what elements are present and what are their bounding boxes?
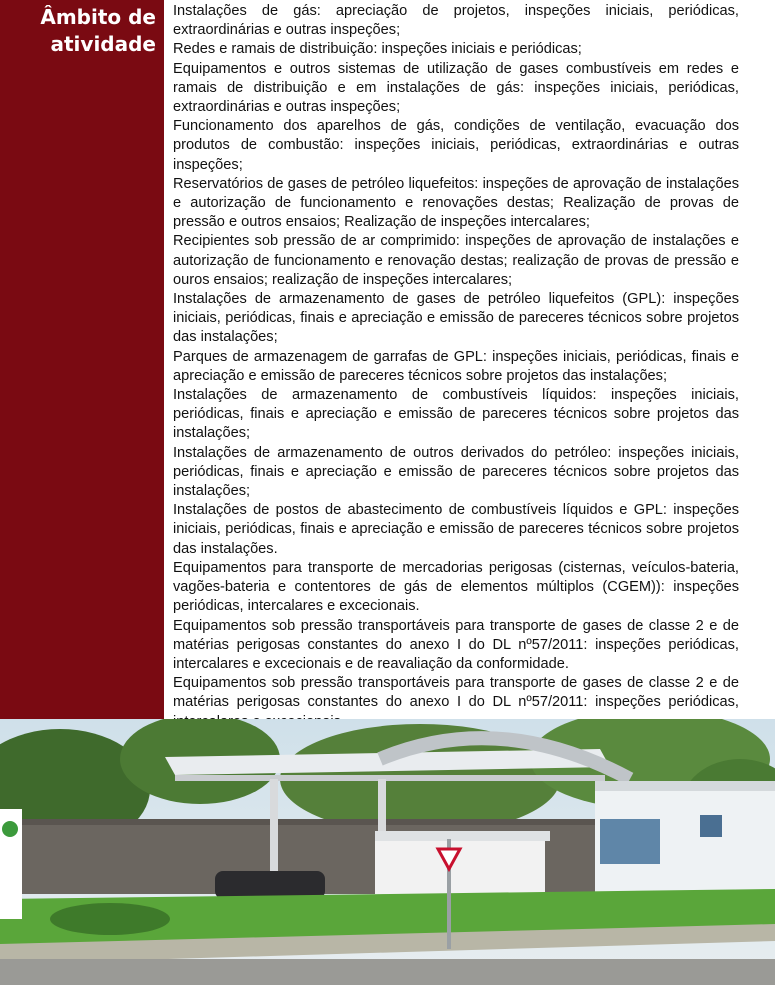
activity-item: Equipamentos sob pressão transportáveis para transporte de gases de classe 2 e de matérias perigosas constantes do anexo I do DL nº57/2011: inspeções periódicas, intercalares e excecionais e de reavaliação da conformidade.: [173, 617, 739, 672]
activity-item: Reservatórios de gases de petróleo liquefeitos: inspeções de aprovação de instalações e autorização de funcionamento e renovações destas; Realização de provas de pressão e outros ensaios; Realização de inspeções intercalares;: [173, 175, 739, 231]
activity-item: Instalações de armazenamento de outros derivados do petróleo: inspeções iniciais, periódicas, finais e apreciação e emissão de pareceres técnicos sobre projetos das instalações;: [173, 444, 739, 500]
sidebar-title: [0, 4, 164, 58]
activity-item: Instalações de gás: apreciação de projetos, inspeções iniciais, periódicas, extraordinárias e outras inspeções;: [173, 3, 739, 39]
sidebar-title-line1: Âmbito de: [40, 5, 156, 29]
gas-station-photo: [0, 719, 775, 985]
activity-item: Redes e ramais de distribuição: inspeções iniciais e periódicas;: [173, 41, 582, 58]
sidebar-title-line2: atividade: [50, 32, 156, 56]
activity-item: Parques de armazenagem de garrafas de GPL: inspeções iniciais, periódicas, finais e apreciação e emissão de pareceres técnicos sobre projetos das instalações;: [173, 348, 739, 384]
gas-station-illustration: [0, 719, 775, 985]
activity-item: Equipamentos para transporte de mercadorias perigosas (cisternas, veículos-bateria, vagões-bateria e contentores de gás de elementos múltiplos (CGEM)): inspeções periódicas, intercalares e excecionais.: [173, 559, 739, 615]
activity-item: Instalações de armazenamento de gases de petróleo liquefeitos (GPL): inspeções iniciais, periódicas, finais e apreciação e emissão de pareceres técnicos sobre projetos das instalações;: [173, 291, 739, 346]
activity-item: Equipamentos sob pressão transportáveis para transporte de gases de classe 2 e de matérias perigosas constantes do anexo I do DL nº57/2011: inspeções periódicas,: [173, 675, 739, 711]
activity-item: Funcionamento dos aparelhos de gás, condições de ventilação, evacuação dos produtos de combustão: inspeções iniciais, periódicas, extraordinárias e outras inspeções;: [173, 118, 739, 173]
activity-item: Instalações de postos de abastecimento de combustíveis líquidos e GPL: inspeções iniciais, periódicas, finais e apreciação e emissão de pareceres técnicos sobre projetos das instalações.: [173, 502, 739, 557]
activity-list: [164, 0, 775, 719]
sidebar-panel: [0, 0, 164, 719]
activity-item: Equipamentos e outros sistemas de utilização de gases combustíveis em redes e ramais de distribuição e em instalações de gás: inspeções iniciais, periódicas, extraordinárias e outras inspeções;: [173, 60, 739, 116]
activity-item: Instalações de armazenamento de combustíveis líquidos: inspeções iniciais, periódicas, finais e apreciação e emissão de pareceres técnicos sobre projetos das instalações;: [173, 387, 739, 442]
activity-item: Recipientes sob pressão de ar comprimido: inspeções de aprovação de instalações e autorização de funcionamento e renovação destas; realização de provas de pressão e ouros ensaios; realização de inspeções intercalares;: [173, 233, 739, 288]
